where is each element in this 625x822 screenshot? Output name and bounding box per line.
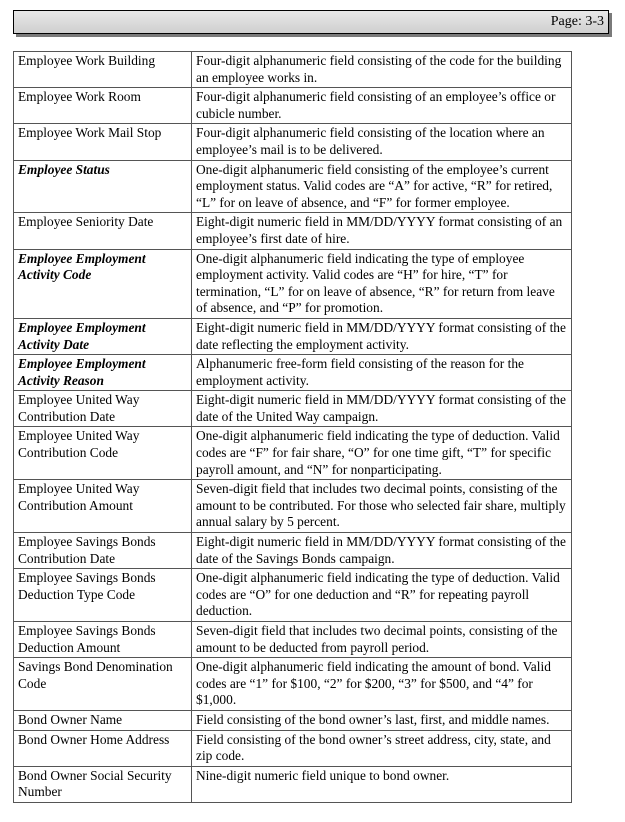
field-description: One-digit alphanumeric field consisting of the employee’s current employment status. Valid codes are “A” for active, “R” for retired, “L” for on leave of absence, and “F” for former employee. (192, 160, 572, 213)
table-row (14, 710, 572, 730)
field-description: Eight-digit numeric field in MM/DD/YYYY format consisting of the date reflecting the employment activity. (192, 318, 572, 354)
field-description: Eight-digit numeric field in MM/DD/YYYY format consisting of the date of the Savings Bonds campaign. (192, 533, 572, 569)
table-row (14, 88, 572, 124)
page-header (13, 10, 609, 34)
field-name: Employee Work Room (14, 88, 192, 124)
field-description: Seven-digit field that includes two decimal points, consisting of the amount to be deducted from payroll period. (192, 622, 572, 658)
field-definition-table (13, 51, 572, 803)
table-row (14, 569, 572, 622)
table-row (14, 318, 572, 354)
table-row (14, 355, 572, 391)
field-name: Employee United Way Contribution Amount (14, 480, 192, 533)
field-description: Nine-digit numeric field unique to bond owner. (192, 766, 572, 802)
table-row (14, 160, 572, 213)
field-name: Bond Owner Home Address (14, 730, 192, 766)
field-description: One-digit alphanumeric field indicating the type of deduction. Valid codes are “O” for one deduction and “R” for repeating payroll deduction. (192, 569, 572, 622)
field-description: Alphanumeric free-form field consisting of the reason for the employment activity. (192, 355, 572, 391)
table-row (14, 533, 572, 569)
field-name: Savings Bond Denomination Code (14, 658, 192, 711)
field-name: Employee Savings Bonds Deduction Amount (14, 622, 192, 658)
field-name: Employee Savings Bonds Deduction Type Code (14, 569, 192, 622)
field-name: Employee Savings Bonds Contribution Date (14, 533, 192, 569)
page-number: Page: 3-3 (550, 14, 604, 29)
table-row (14, 427, 572, 480)
table-row (14, 622, 572, 658)
field-description: Eight-digit numeric field in MM/DD/YYYY format consisting of the date of the United Way campaign. (192, 391, 572, 427)
field-name: Employee Employment Activity Reason (14, 355, 192, 391)
field-name: Employee United Way Contribution Code (14, 427, 192, 480)
field-description: One-digit alphanumeric field indicating the type of employee employment activity. Valid codes are “H” for hire, “T” for termination, “L” for on leave of absence, “R” for return from leave of absence, and “P” for promotion. (192, 249, 572, 318)
field-description: Four-digit alphanumeric field consisting of an employee’s office or cubicle number. (192, 88, 572, 124)
field-name: Employee Employment Activity Date (14, 318, 192, 354)
table-row (14, 766, 572, 802)
field-description: Four-digit alphanumeric field consisting of the code for the building an employee works in. (192, 52, 572, 88)
table-row (14, 480, 572, 533)
field-name: Bond Owner Social Security Number (14, 766, 192, 802)
table-row (14, 658, 572, 711)
table-row (14, 249, 572, 318)
table-row (14, 213, 572, 249)
field-name: Employee Status (14, 160, 192, 213)
field-name: Employee United Way Contribution Date (14, 391, 192, 427)
field-description: One-digit alphanumeric field indicating the type of deduction. Valid codes are “F” for fair share, “O” for one time gift, “T” for specific payroll amount, and “N” for nonparticipating. (192, 427, 572, 480)
field-description: Seven-digit field that includes two decimal points, consisting of the amount to be contributed. For those who selected fair share, multiply annual salary by 5 percent. (192, 480, 572, 533)
field-description: Field consisting of the bond owner’s last, first, and middle names. (192, 710, 572, 730)
field-name: Bond Owner Name (14, 710, 192, 730)
field-name: Employee Seniority Date (14, 213, 192, 249)
field-definition-rows (14, 52, 572, 803)
field-name: Employee Work Building (14, 52, 192, 88)
table-row (14, 52, 572, 88)
table-row (14, 124, 572, 160)
field-name: Employee Work Mail Stop (14, 124, 192, 160)
field-description: One-digit alphanumeric field indicating the amount of bond. Valid codes are “1” for $100, “2” for $200, “3” for $500, and “4” for $1,000. (192, 658, 572, 711)
field-name: Employee Employment Activity Code (14, 249, 192, 318)
table-row (14, 730, 572, 766)
table-row (14, 391, 572, 427)
field-description: Four-digit alphanumeric field consisting of the location where an employee’s mail is to be delivered. (192, 124, 572, 160)
field-description: Field consisting of the bond owner’s street address, city, state, and zip code. (192, 730, 572, 766)
field-description: Eight-digit numeric field in MM/DD/YYYY format consisting of an employee’s first date of hire. (192, 213, 572, 249)
